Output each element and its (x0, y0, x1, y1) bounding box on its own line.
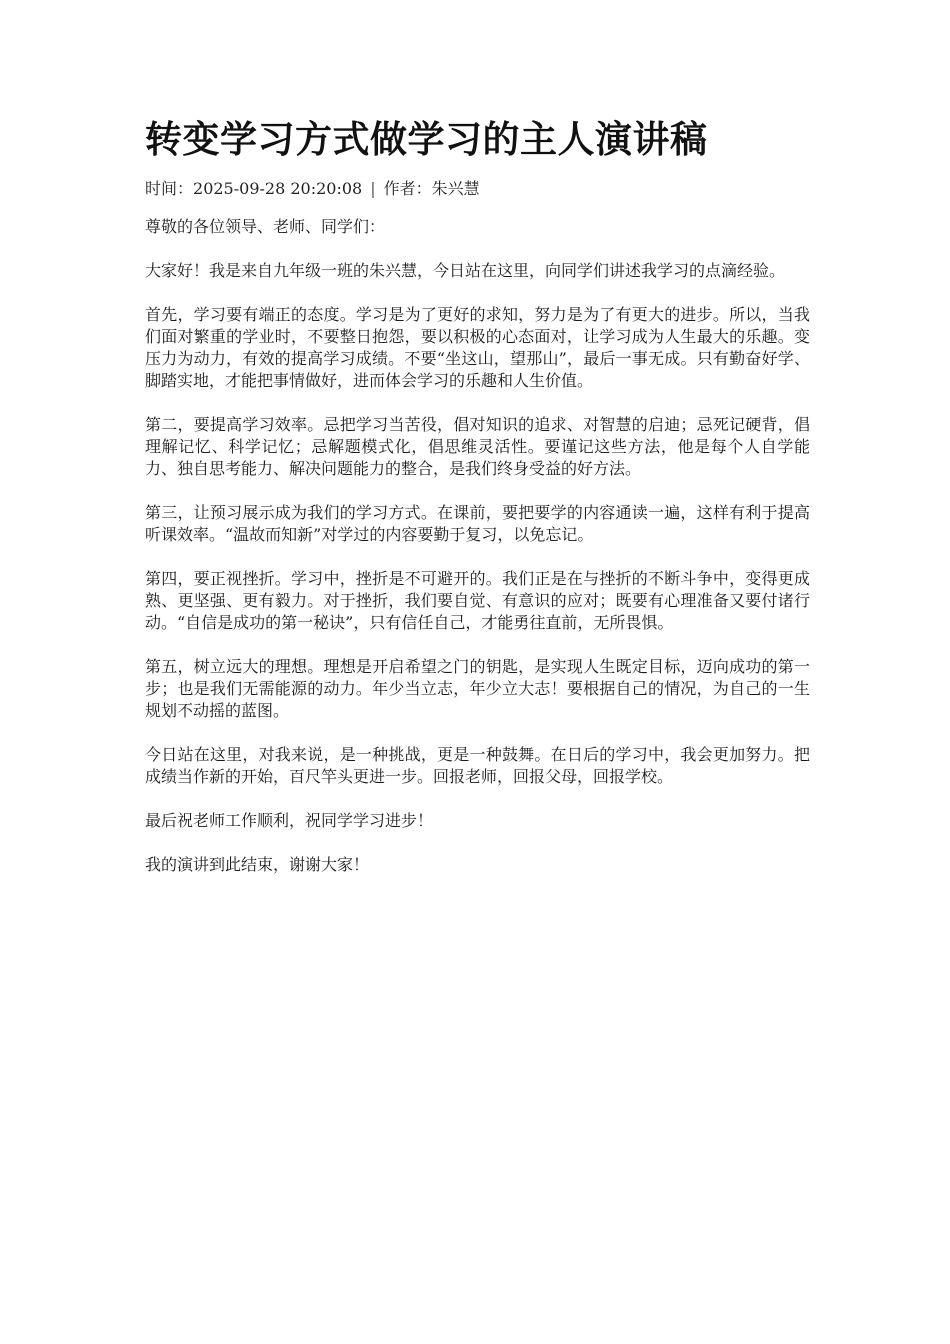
paragraph-greeting: 大家好！我是来自九年级一班的朱兴慧，今日站在这里，向同学们讲述我学习的点滴经验。 (145, 261, 786, 280)
paragraph-second-point: 第二，要提高学习效率。忌把学习当苦役，倡对知识的追求、对智慧的启迪；忌死记硬背，倡理解记忆、科学记忆；忌解题模式化，倡思维灵活性。要谨记这些方法，他是每个人自学能力、独自思考能力、解决问题能力的整合，是我们终身受益的好方法。 (145, 415, 810, 478)
article-meta (145, 178, 810, 200)
paragraph-conclusion: 今日站在这里，对我来说，是一种挑战，更是一种鼓舞。在日后的学习中，我会更加努力。把成绩当作新的开始，百尺竿头更进一步。回报老师，回报父母，回报学校。 (145, 745, 810, 786)
article-body (145, 216, 810, 876)
time-label: 时间： (145, 179, 194, 198)
meta-separator: | (370, 179, 376, 198)
paragraph-fourth-point: 第四，要正视挫折。学习中，挫折是不可避开的。我们正是在与挫折的不断斗争中，变得更成熟、更坚强、更有毅力。对于挫折，我们要自觉、有意识的应对；既要有心理准备又要付诸行动。“自信是成功的第一秘诀”，只有信任自己，才能勇往直前，无所畏惧。 (145, 569, 810, 632)
article-title: 转变学习方式做学习的主人演讲稿 (145, 118, 708, 161)
paragraph-closing: 我的演讲到此结束，谢谢大家！ (145, 855, 370, 874)
paragraph-third-point: 第三，让预习展示成为我们的学习方式。在课前，要把要学的内容通读一遍，这样有利于提高听课效率。“温故而知新”对学过的内容要勤于复习，以免忘记。 (145, 503, 810, 544)
paragraph-fifth-point: 第五，树立远大的理想。理想是开启希望之门的钥匙，是实现人生既定目标，迈向成功的第一步；也是我们无需能源的动力。年少当立志，年少立大志！要根据自己的情况，为自己的一生规划不动摇的蓝图。 (145, 657, 810, 720)
article (145, 112, 810, 898)
paragraph-salutation: 尊敬的各位领导、老师、同学们： (145, 217, 386, 236)
time-value: 2025-09-28 20:20:08 (193, 179, 363, 198)
author-label: 作者： (383, 179, 432, 198)
paragraph-wishes: 最后祝老师工作顺利，祝同学学习进步！ (145, 811, 434, 830)
paragraph-first-point: 首先，学习要有端正的态度。学习是为了更好的求知，努力是为了有更大的进步。所以，当我们面对繁重的学业时，不要整日抱怨，要以积极的心态面对，让学习成为人生最大的乐趣。变压力为动力，有效的提高学习成绩。不要“坐这山，望那山”，最后一事无成。只有勤奋好学、脚踏实地，才能把事情做好，进而体会学习的乐趣和人生价值。 (145, 305, 810, 390)
author-value: 朱兴慧 (431, 179, 480, 198)
